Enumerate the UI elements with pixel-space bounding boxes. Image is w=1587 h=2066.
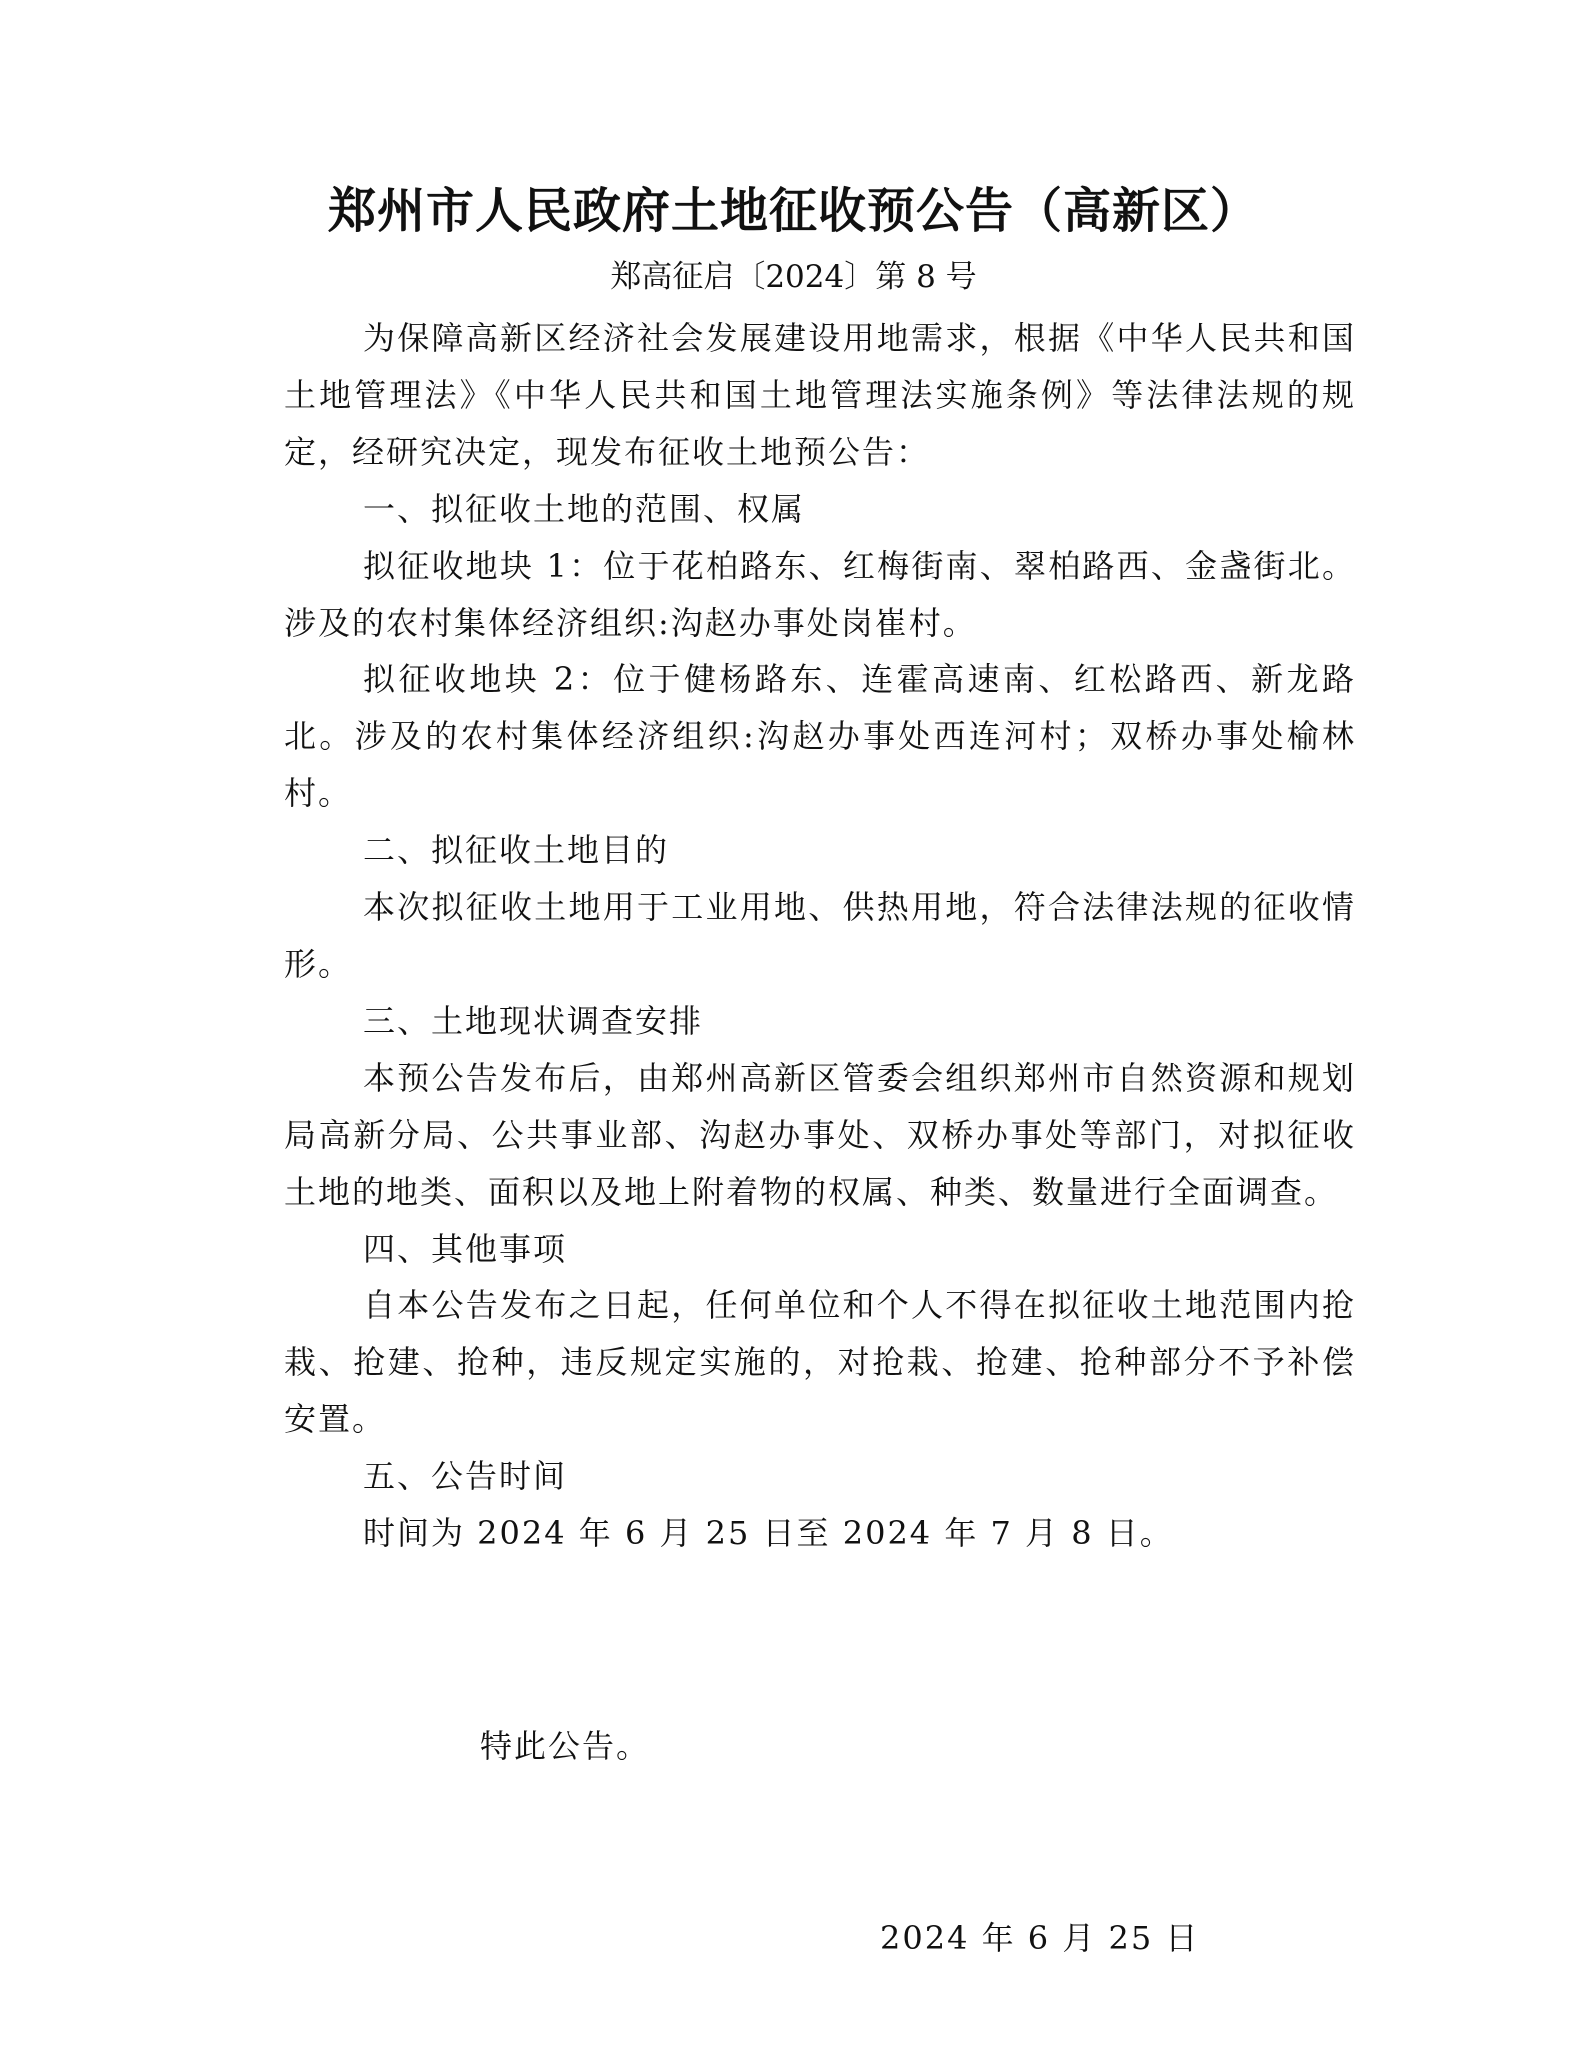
section-heading-other: 四、其他事项 [363,1229,568,1268]
document-number: 郑高征启〔2024〕第 8 号 [610,259,977,295]
closing-text: 特此公告。 [480,1727,651,1765]
intro-paragraph: 为保障高新区经济社会发展建设用地需求，根据《中华人民共和国土地管理法》《中华人民共和国土地管理法实施条例》等法律法规的规定，经研究决定，现发布征收土地预公告： [284,319,1356,471]
parcel-2-paragraph: 拟征收地块 2：位于健杨路东、连霍高速南、红松路西、新龙路北。涉及的农村集体经济组织:沟赵办事处西连河村；双桥办事处榆林村。 [284,660,1356,813]
section-heading-period: 五、公告时间 [363,1457,568,1496]
survey-paragraph: 本预公告发布后，由郑州高新区管委会组织郑州市自然资源和规划局高新分局、公共事业部、沟赵办事处、双桥办事处等部门，对拟征收土地的地类、面积以及地上附着物的权属、种类、数量进行全面调查。 [284,1058,1356,1211]
issue-date: 2024 年 6 月 25 日 [880,1919,1200,1957]
document-title: 郑州市人民政府土地征收预公告（高新区） [327,183,1259,239]
section-heading-survey: 三、土地现状调查安排 [363,1001,704,1040]
section-heading-purpose: 二、拟征收土地目的 [363,831,670,870]
document-body [284,310,1356,1562]
purpose-paragraph: 本次拟征收土地用于工业用地、供热用地，符合法律法规的征收情形。 [284,888,1356,983]
other-matters-paragraph: 自本公告发布之日起，任何单位和个人不得在拟征收土地范围内抢栽、抢建、抢种，违反规定实施的，对抢栽、抢建、抢种部分不予补偿安置。 [284,1286,1356,1439]
parcel-1-paragraph: 拟征收地块 1：位于花柏路东、红梅街南、翠柏路西、金盏街北。涉及的农村集体经济组织:沟赵办事处岗崔村。 [284,546,1356,642]
period-paragraph: 时间为 2024 年 6 月 25 日至 2024 年 7 月 8 日。 [363,1514,1174,1553]
section-heading-scope: 一、拟征收土地的范围、权属 [363,489,806,528]
